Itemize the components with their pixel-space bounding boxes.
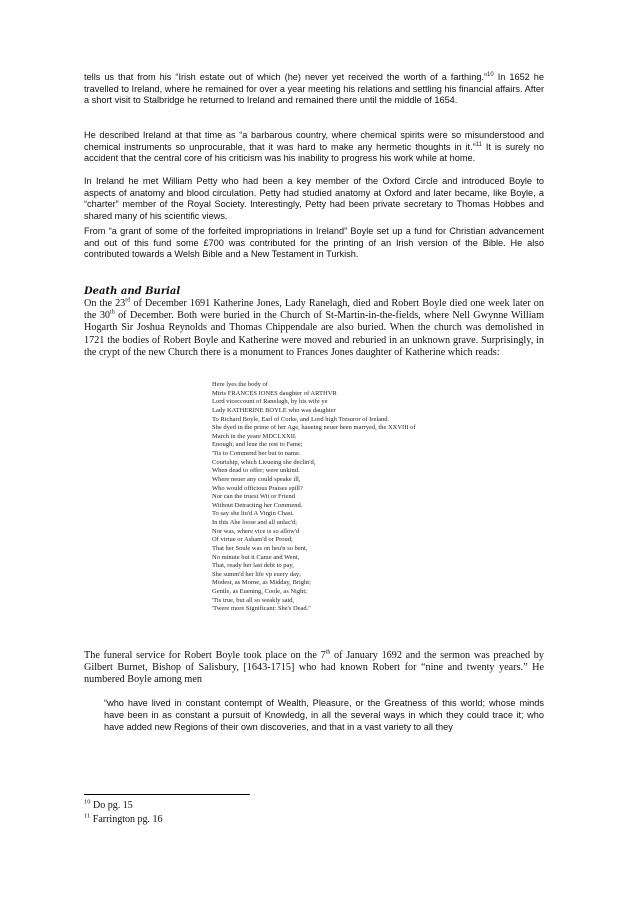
inscription-line: Of virtue or Asham'd or Proud; — [212, 536, 293, 544]
inscription-line: Here lyes the body of — [212, 381, 268, 388]
inscription-line: Gentle, as Euening, Coole, as Night; — [212, 588, 307, 595]
paragraph-funeral — [84, 650, 544, 687]
paragraph-text: of January 1692 and the sermon was preached by Gilbert Burnet, Bishop of Salisbury, [1643-1715] who had known Robert for “nine and twenty years.” He numbered Boyle among men — [84, 650, 544, 686]
paragraph-text: of December 1691 Katherine Jones, Lady Ranelagh, died and Robert Boyle died one week later on the 30 — [84, 298, 544, 322]
inscription-line: 'Tis true, but all so weakly said, — [212, 596, 295, 604]
paragraph-text: of December. Both were buried in the Church of St-Martin-in-the-fields, where Nell Gwynne William Hogarth Sir Joshua Reynolds and Thomas Chippendale are also buried. When the church was demolished in 1721 the bodies of Robert Boyle and Katherine were moved and reburied in an unknown grave. Surprisingly, in the crypt of the new Church there is a monument to Frances Jones daughter of Katherine which reads: — [84, 310, 544, 358]
inscription-line: Modest, as Morne, as Midday, Bright; — [212, 579, 311, 587]
footnote-divider — [84, 794, 250, 795]
monument-inscription — [212, 381, 552, 614]
inscription-line: Who would officious Praises spill? — [212, 484, 303, 492]
footnote-text: Do pg. 15 — [90, 800, 133, 811]
paragraph-fund: From “a grant of some of the forfeited impropriations in Ireland” Boyle set up a fund for Christian advancement and out of this fund some £700 was contributed for the printing of an Irish version of the Bible. He also contributed towards a Welsh Bible and a New Testament in Turkish. — [84, 226, 544, 260]
paragraph-text: It is surely no accident that the central core of his criticism was his inability to progress his work while at home. — [84, 141, 544, 164]
inscription-line: She dyed in the prime of her Age, haueing neuer been marryed, the XXVIII of — [212, 424, 416, 432]
paragraph-william-petty: In Ireland he met William Petty who had been a key member of the Oxford Circle and introduced Boyle to aspects of anatomy and blood circulation. Petty had studied anatomy at Oxford and later became, like Boyle, a “charter” member of the Royal Society. Interestingly, Petty had been private secretary to Thomas Hobbes and shared many of his scientific views. — [84, 176, 544, 221]
inscription-line: No minute but it Came and Went, — [212, 553, 300, 561]
section-heading: Death and Burial — [84, 286, 181, 297]
inscription-line: To Richard Boyle, Earl of Corke, and Lord high Tresuror of Ireland. — [212, 415, 390, 423]
paragraph-text: The funeral service for Robert Boyle took place on the 7 — [84, 650, 326, 661]
inscription-line: Mtris FRANCES IONES daughter of ARTHVR — [212, 389, 337, 397]
footnote-text: Farrington pg. 16 — [90, 814, 163, 825]
inscription-line: 'Tis to Commend her but to name. — [212, 450, 301, 457]
footnote-ref-10[interactable]: 10 — [487, 71, 494, 78]
inscription-line: Courtship, which Lieueing she declin'd, — [212, 458, 316, 466]
paragraph-text: On the 23 — [84, 298, 126, 309]
inscription-line: In this Ahe loose and all unlac'd; — [212, 519, 297, 526]
sermon-quote: “who have lived in constant contempt of Wealth, Pleasure, or the Greatness of this world; whose minds have been in as constant a pursuit of Knowledg, in all the several ways in which they could trace it; who have added new Regions of their own discoveries, and that in a vast variety to all they — [104, 698, 544, 732]
inscription-line: That, ready her last debt to pay, — [212, 562, 294, 570]
inscription-line: Lady KATHERINE BOYLE who was daughter — [212, 406, 336, 414]
footnote-10 — [84, 800, 133, 812]
inscription-line: Nor was, where vice is so allow'd — [212, 527, 300, 535]
footnote-number: 10 — [84, 798, 91, 806]
footnote-11 — [84, 814, 162, 826]
inscription-line: Without Detracting her Commend. — [212, 501, 303, 509]
inscription-line: Nor can the truest Wit or Friend — [212, 493, 296, 501]
inscription-line: That her Soule was on heu'n so bent, — [212, 544, 308, 552]
paragraph-barbarous-country — [84, 130, 544, 165]
ordinal-suffix: rd — [125, 297, 131, 304]
paragraph-text: In 1652 he travelled to Ireland, where he remained for over a year meeting his relations and settling his financial affairs. After a short visit to Stalbridge he returned to Ireland and remained there until the middle of 1654. — [84, 72, 544, 106]
footnote-number: 11 — [84, 812, 91, 820]
paragraph-death — [84, 298, 544, 359]
inscription-line: Lord viceccount of Ranelagh, by his wife ye — [212, 398, 328, 406]
footnote-ref-11[interactable]: 11 — [475, 141, 482, 148]
inscription-line: To say she liu'd A Virgin Chast. — [212, 510, 294, 518]
paragraph-text: tells us that from his “Irish estate out of which (he) never yet received the worth of a farthing.” — [84, 72, 488, 82]
inscription-line: When dead to offer; were unkind. — [212, 467, 300, 475]
inscription-line: She summ'd her life vp euery day; — [212, 570, 301, 578]
inscription-line: Where neuer any could speake ill, — [212, 475, 301, 483]
ordinal-suffix: th — [110, 309, 115, 316]
paragraph-irish-estate — [84, 72, 544, 107]
inscription-line: March in the yeare MDCLXXII. — [212, 432, 297, 440]
ordinal-suffix: th — [325, 649, 331, 656]
inscription-line: Enough; and leue the rest to Fame; — [212, 441, 303, 449]
inscription-line: 'Twere more Significant: She's Dead." — [212, 605, 311, 613]
paragraph-text: He described Ireland at that time as “a barbarous country, where chemical spirits were so misunderstood and chemical instruments so unprocurable, that it was hard to make any hermetic thoughts in it.” — [84, 130, 544, 152]
